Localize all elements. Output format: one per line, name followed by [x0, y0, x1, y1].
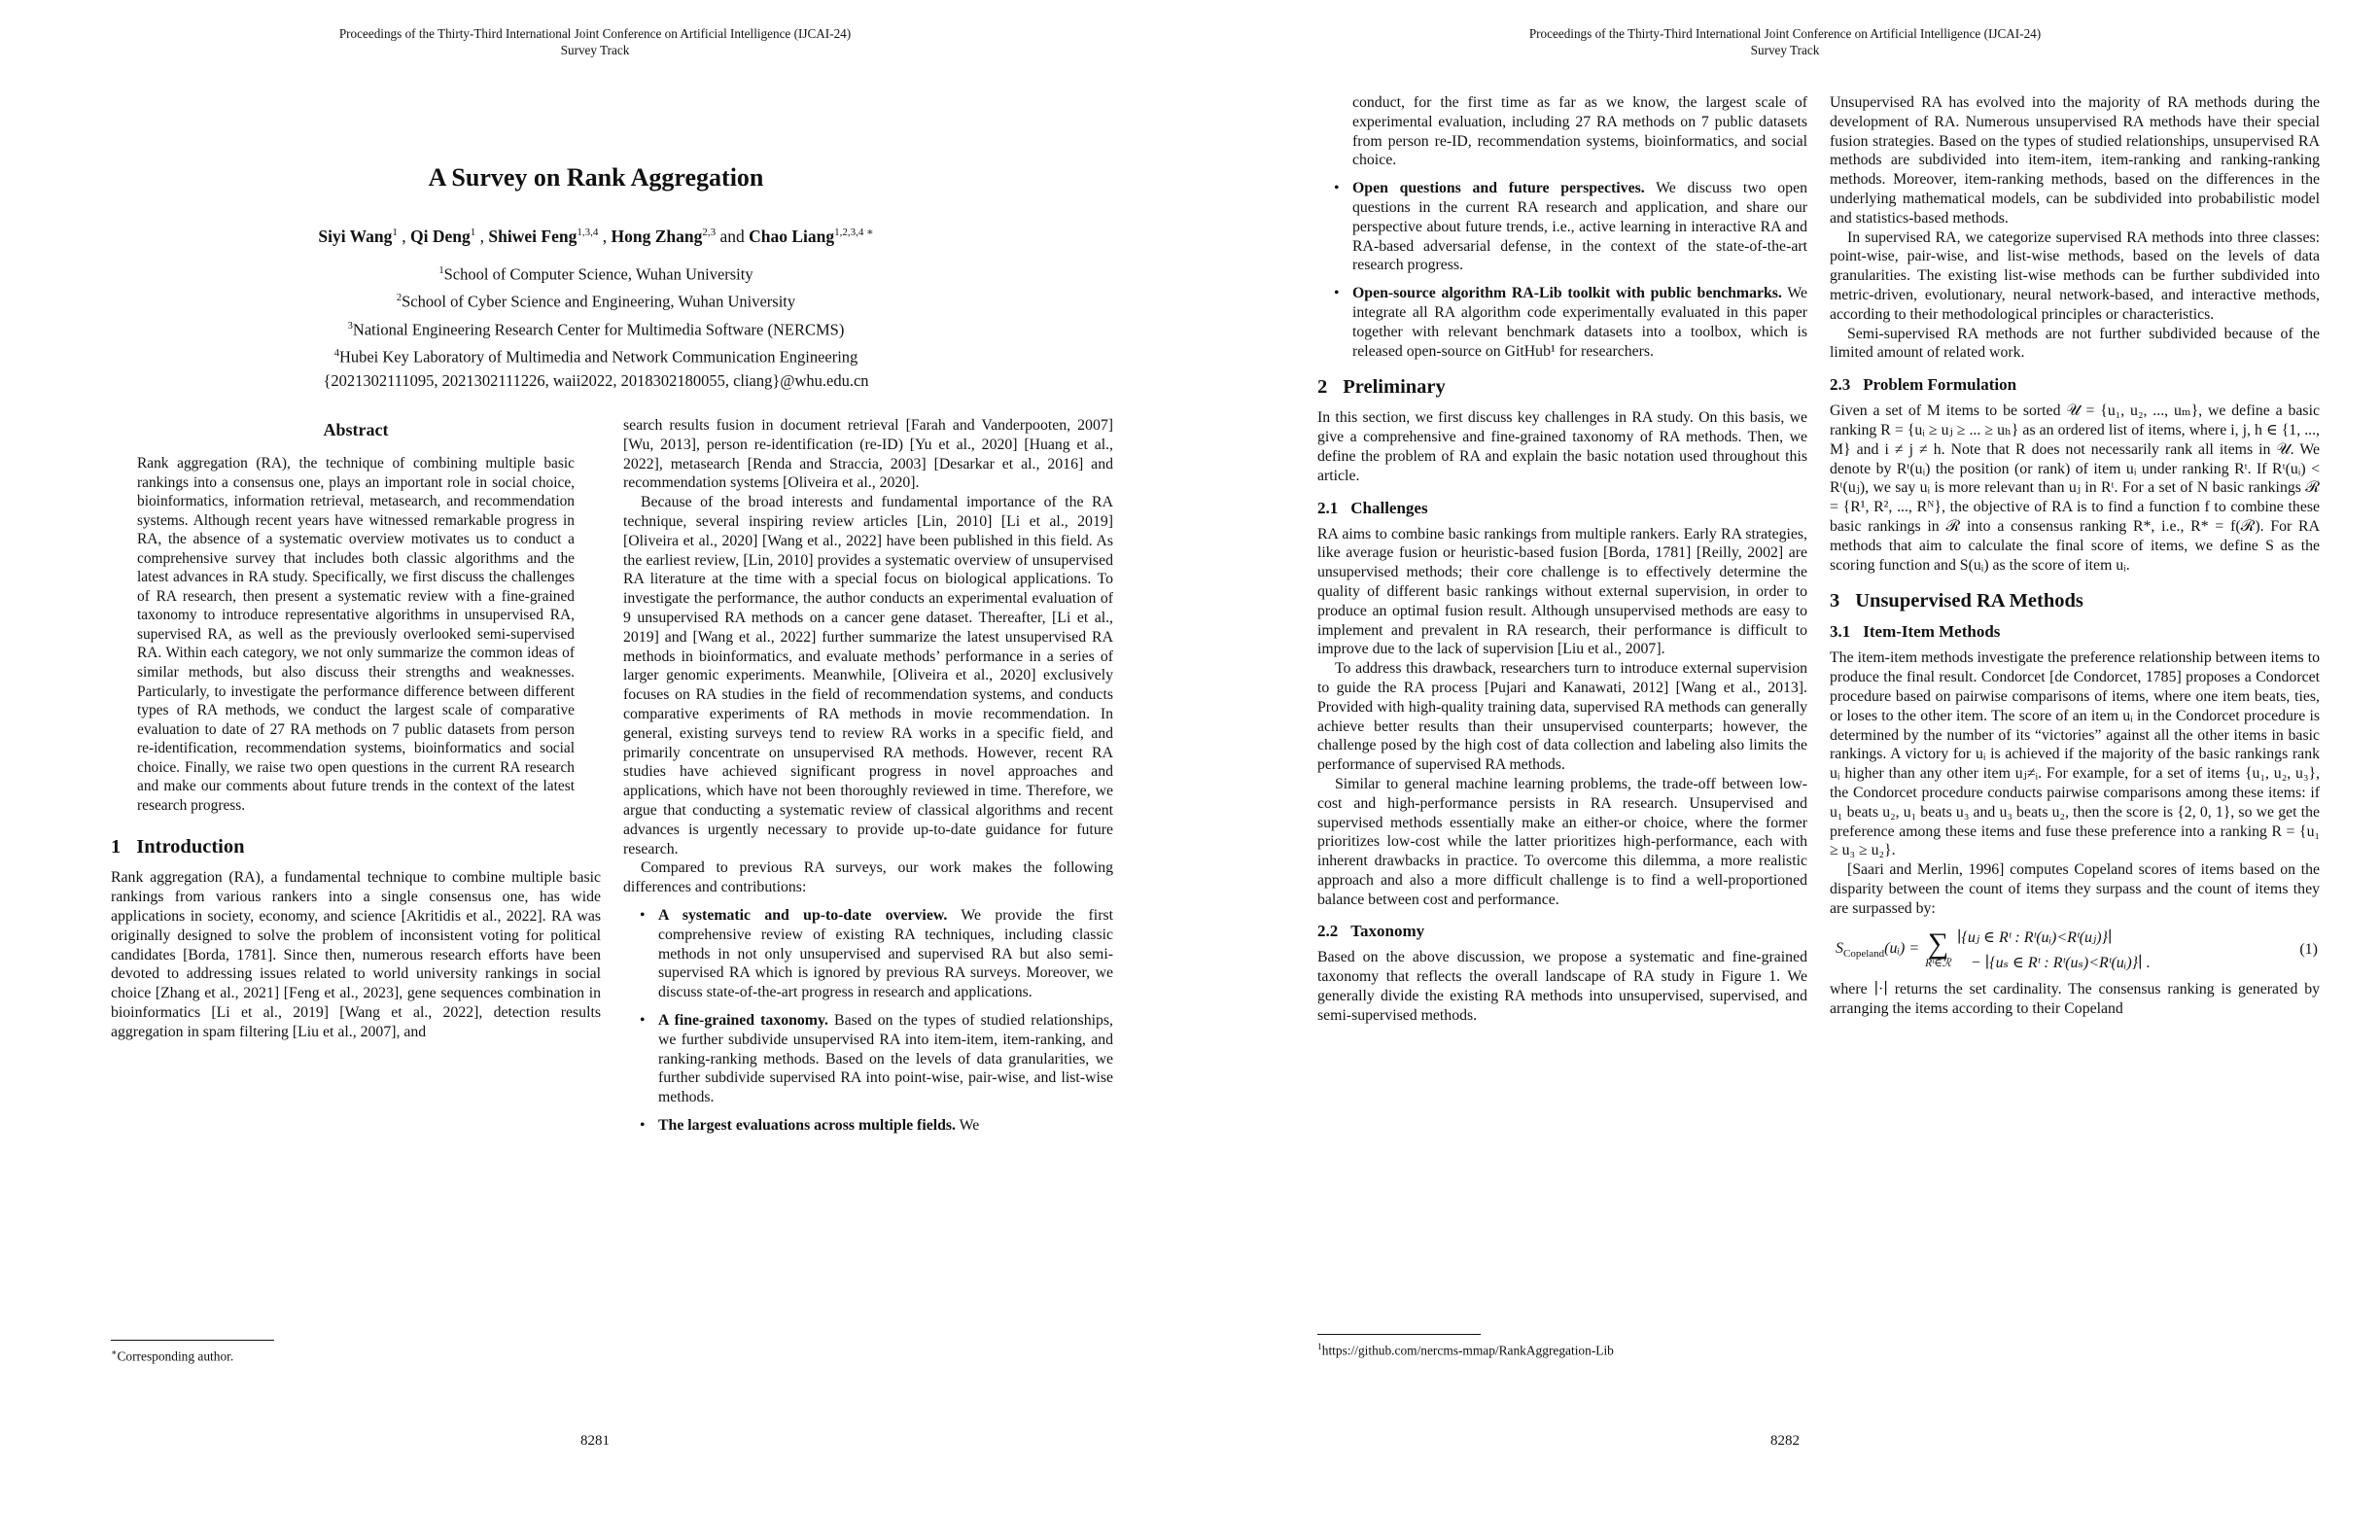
author-4: Hong Zhang$^{2,3}$ and	[611, 226, 750, 246]
paragraph: In supervised RA, we categorize supervised RA methods into three classes: point-wise, pair-wise, and list-wise methods, based on the levels of data granularities. The existing list-wise methods can be further subdivided into metric-driven, evolutionary, neural network-based, and interactive methods, according to their methodological principles or characteristics.	[1830, 228, 2320, 323]
abstract-text: Rank aggregation (RA), the technique of combining multiple basic rankings into a consensus one, plays an important role in social choice, bioinformatics, information retrieval, metasearch, and recommendation systems. Although recent years have witnessed remarkable progress in RA, the absence of a systematic overview motivates us to conduct a comprehensive survey that includes both classic algorithms and the latest advances in RA study. Specifically, we first discuss the challenges of RA research, then present a systematic review with a fine-grained taxonomy to introduce representative algorithms in unsupervised RA, supervised RA, as well as the previously overlooked semi-supervised RA. Within each category, we not only summarize the common ideas of similar methods, but also discuss their strengths and weaknesses. Particularly, to investigate the performance difference between different types of RA methods, we conduct the largest scale of comparative evaluation to date of 27 RA methods on 7 public datasets from person re-identification, recommendation systems, bioinformatics and social choice. Finally, we raise two open questions in the current RA research and make our comments about future trends in the context of the latest research progress.	[137, 455, 575, 814]
paragraph: where ∣·∣ returns the set cardinality. The consensus ranking is generated by arranging the items according to their Copeland	[1830, 981, 2320, 1018]
paper-title: A Survey on Rank Aggregation	[428, 163, 764, 192]
affiliation-3: $^3$National Engineering Research Center for Multimedia Software (NERCMS)	[347, 320, 845, 339]
page1-column2	[623, 416, 1113, 1136]
affiliation-1: $^1$School of Computer Science, Wuhan University	[438, 264, 753, 284]
footnote-rule	[111, 1340, 274, 1341]
author-line	[88, 226, 1104, 247]
running-header	[0, 25, 1190, 58]
contribution-item-overview: • A systematic and up-to-date overview. We provide the first comprehensive review of existing RA techniques, including classic methods in not only unsupervised and supervised RA but also semi-supervised RA which is ignored by previous RA surveys. Moreover, we discuss state-of-the-art progress in research and applications.	[636, 906, 1113, 1002]
paragraph: Similar to general machine learning problems, the trade-off between low-cost and high-performance persists in RA research. Unsupervised and supervised methods essentially make an either-or choice, where the former prioritizes low-cost while the latter prioritizes high-performance, each with inherent drawbacks in practice. To overcome this dilemma, a more realistic approach and also a more difficult challenge is to find a well-proportioned balance between cost and performance.	[1317, 775, 1807, 908]
running-header-line2: Survey Track	[560, 43, 630, 57]
running-header-line1: Proceedings of the Thirty-Third International Joint Conference on Artificial Intelligence (IJCAI-24)	[338, 26, 852, 41]
contribution-list-continued	[1317, 179, 1807, 361]
page2-column2	[1830, 93, 2320, 1019]
abstract-heading: Abstract	[323, 420, 389, 439]
title-block	[88, 163, 1104, 391]
author-2: Qi Deng$^1$ ,	[410, 226, 489, 246]
page1-column1	[111, 420, 601, 1042]
author-3: Shiwei Feng$^{1,3,4}$ ,	[488, 226, 612, 246]
paragraph: Because of the broad interests and fundamental importance of the RA technique, several inspiring review articles [Lin, 2010] [Li et al., 2019] [Oliveira et al., 2020] [Wang et al., 2022] have been published in this field. As the earliest review, [Lin, 2010] provides a systematic overview of unsupervised RA literature at the time with a special focus on biological applications. To investigate the performance, the author conducts an experimental evaluation of 9 unsupervised RA methods on a cancer gene dataset. Thereafter, [Li et al., 2019] and [Wang et al., 2022] further summarize the latest unsupervised RA methods in bioinformatics, and evaluate methods’ performance in a series of larger genomic experiments. Meanwhile, [Oliveira et al., 2020] exclusively focuses on RA studies in the field of recommendation systems, and conducts comparative experiments of RA methods in movie recommendation. In general, existing surveys tend to review RA works in a specific field, and primarily concentrate on unsupervised RA methods. However, recent RA studies have achieved significant progress in novel approaches and applications, which have not been thoroughly reviewed in time. Therefore, we argue that conducting a systematic review of classical algorithms and recent advances is urgently necessary to provide up-to-date guidance for future research.	[623, 494, 1113, 858]
section-2-intro: In this section, we first discuss key challenges in RA study. On this basis, we give a comprehensive and fine-grained taxonomy of RA methods. Then, we define the problem of RA and explain the basic notation used throughout this article.	[1317, 409, 1807, 484]
running-header-line2: Survey Track	[1750, 43, 1820, 57]
paragraph: [Saari and Merlin, 1996] computes Copeland scores of items based on the disparity between the count of items they surpass and the count of items they are surpassed by:	[1830, 861, 2320, 917]
equation-1	[1830, 928, 2320, 972]
paragraph: Based on the above discussion, we propose a systematic and fine-grained taxonomy that reflects the overall landscape of RA study in Figure 1. We generally divide the existing RA methods into unsupervised, supervised, and semi-supervised methods.	[1317, 949, 1807, 1024]
paragraph: Unsupervised RA has evolved into the majority of RA methods during the development of RA. Numerous unsupervised RA methods have their special fusion strategies. Based on the types of studied relationships, unsupervised RA methods are subdivided into item-item, item-ranking and ranking-ranking methods. Moreover, item-ranking methods, based on the differences in the underlying mathematical models, can be subdivided into probabilistic model and statistics-based methods.	[1830, 94, 2320, 227]
equation-number: (1)	[2299, 941, 2318, 959]
paragraph: Compared to previous RA surveys, our work makes the following differences and contributions:	[623, 859, 1113, 896]
section-2-1-heading: 2.1 Challenges	[1317, 498, 1428, 517]
contribution-item-taxonomy: • A fine-grained taxonomy. Based on the types of studied relationships, we further subdivide unsupervised RA into item-item, item-ranking, and ranking-ranking methods. Based on the levels of data granularities, we further subdivide supervised RA into point-wise, pair-wise, and list-wise methods.	[636, 1011, 1113, 1107]
affiliation-4: $^4$Hubei Key Laboratory of Multimedia and Network Communication Engineering	[333, 347, 858, 367]
bullet-continuation: conduct, for the first time as far as we know, the largest scale of experimental evaluation, including 27 RA methods on 7 public datasets from person re-ID, recommendation systems, bioinformatics, and social choice.	[1352, 94, 1807, 169]
footnote-rule	[1317, 1334, 1481, 1335]
paragraph: Semi-supervised RA methods are not further subdivided because of the limited amount of related work.	[1830, 325, 2320, 362]
section-2-2-heading: 2.2 Taxonomy	[1317, 922, 1425, 941]
paragraph: To address this drawback, researchers turn to introduce external supervision to guide the RA process [Pujari and Kanawati, 2012] [Wang et al., 2013]. Provided with high-quality training data, supervised RA methods can generally achieve better results than their unsupervised counterparts; however, the challenge posed by the high cost of data collection and labeling also limits the performance of supervised RA methods.	[1317, 660, 1807, 774]
intro-paragraph-1: Rank aggregation (RA), a fundamental technique to combine multiple basic rankings from various rankers into a single consensus one, has wide applications in society, economy, and science [Akritidis et al., 2022]. RA was originally designed to solve the problem of inconsistent voting for political candidates [Borda, 1781]. Since then, numerous research efforts have been devoted to addressing issues related to world university rankings in social choice [Zhang et al., 2021] [Feng et al., 2023], gene sequences combination in bioinformatics [Li et al., 2019] [Wang et al., 2022], detection results aggregation in spam filtering [Liu et al., 2007], and	[111, 869, 601, 1040]
paragraph: search results fusion in document retrieval [Farah and Vanderpooten, 2007] [Wu, 2013], person re-identification (re-ID) [Yu et al., 2020] [Huang et al., 2022], metasearch [Renda and Straccia, 2003] [Desarkar et al., 2016] and recommendation systems [Oliveira et al., 2020].	[623, 417, 1113, 492]
contribution-item-evaluations: • The largest evaluations across multiple fields. We	[636, 1116, 1113, 1136]
section-2-heading: 2 Preliminary	[1317, 376, 1446, 399]
summation-symbol: ∑ Rᵗ∈ℛ	[1925, 928, 1951, 970]
running-header-line1: Proceedings of the Thirty-Third International Joint Conference on Artificial Intelligence (IJCAI-24)	[1528, 26, 2042, 41]
author-emails: {2021302111095, 2021302111226, waii2022, 2018302180055, cliang}@whu.edu.cn	[323, 370, 869, 390]
contribution-item-ra-lib: • Open-source algorithm RA-Lib toolkit with public benchmarks. We integrate all RA algorithm code experimentally evaluated in this paper together with relevant benchmark datasets into a toolbox, which is released open-source on GitHub¹ for researchers.	[1330, 284, 1807, 361]
author-5: Chao Liang$^{1,2,3,4 ∗}$	[749, 226, 874, 246]
page-2	[1190, 0, 2380, 1540]
running-header	[1190, 25, 2380, 58]
contribution-list	[623, 906, 1113, 1136]
equation-lhs: $S_{Copeland}(uᵢ)$ =	[1836, 940, 1920, 961]
page-number: 8281	[580, 1433, 610, 1449]
page2-column1	[1317, 93, 1807, 1026]
paragraph: RA aims to combine basic rankings from multiple rankers. Early RA strategies, like average fusion or heuristic-based fusion [Borda, 1781] [Reilly, 2002] are unsupervised methods; their core challenge is to effectively determine the quality of different basic rankings without external supervision, in order to produce an optimal fusion result. Although unsupervised methods are easy to implement and prevalent in RA research, their performance is difficult to improve due to the lack of supervision [Liu et al., 2007].	[1317, 525, 1807, 658]
section-3-1-heading: 3.1 Item-Item Methods	[1830, 622, 2001, 642]
page-number: 8282	[1770, 1433, 1800, 1449]
github-footnote: $^1$https://github.com/nercms-mmap/RankAggregation-Lib	[1317, 1334, 1807, 1358]
equation-terms: ∣{uⱼ ∈ Rᵗ : Rᵗ(uᵢ)<Rᵗ(uⱼ)}∣ − ∣{uₛ ∈ Rᵗ : Rᵗ(uₛ)<Rᵗ(uᵢ)}∣ .	[1956, 929, 2151, 972]
github-url: https://github.com/nercms-mmap/RankAggregation-Lib	[1321, 1343, 1614, 1358]
corresponding-author-footnote: ∗Corresponding author.	[111, 1340, 601, 1364]
contribution-item-open-questions: • Open questions and future perspectives. We discuss two open questions in the current RA research and application, and share our perspective about future trends, i.e., active learning in interactive RA and RA-based adversarial defense, in the context of the state-of-the-art research progress.	[1330, 179, 1807, 275]
section-1-heading: 1 Introduction	[111, 836, 245, 858]
affiliation-2: $^2$School of Cyber Science and Engineering, Wuhan University	[396, 292, 796, 311]
section-2-3-heading: 2.3 Problem Formulation	[1830, 375, 2017, 395]
problem-formulation-paragraph: Given a set of M items to be sorted 𝒰 = {u₁, u₂, ..., uₘ}, we define a basic ranking R = {uᵢ ≥ uⱼ ≥ ... ≥ uₕ} as an ordered list of items, where i, j, h ∈ {1, ..., M} and i ≠ j ≠ h. Note that R does not necessarily rank all items in 𝒰. We denote by Rᵗ(uᵢ) the position (or rank) of item uᵢ under ranking Rᵗ. If Rᵗ(uᵢ) < Rᵗ(uⱼ), we say uᵢ is more relevant than uⱼ in Rᵗ. For a set of N basic rankings ℛ = {R¹, R², ..., Rᴺ}, the objective of RA is to find a function f to combine these basic rankings in ℛ into a consensus ranking R*, i.e., R* = f(ℛ). For RA methods that aim to calculate the final score of items, we define S as the scoring function and S(uᵢ) as the score of item uᵢ.	[1830, 402, 2320, 574]
section-3-heading: 3 Unsupervised RA Methods	[1830, 590, 2083, 612]
paragraph: The item-item methods investigate the preference relationship between items to produce the final result. Condorcet [de Condorcet, 1785] proposes a Condorcet procedure based on pairwise comparisons of items, where one item beats, ties, or loses to the other item. The score of an item uᵢ in the Condorcet procedure is determined by the number of its “victories” against all the other items in basic rankings. A victory for uᵢ is achieved if the majority of the basic rankings rank uᵢ higher than any other item uⱼ≠ᵢ. For example, for a set of items {u₁, u₂, u₃}, the Condorcet procedure conducts pairwise comparisons among these items: if u₁ beats u₂, u₁ beats u₃ and u₃ beats u₂, then the score is {2, 0, 1}, so we get the preference among these items and fuse these preference into a ranking R = {u₁ ≥ u₃ ≥ u₂}.	[1830, 649, 2320, 859]
author-1: Siyi Wang$^1$ ,	[318, 226, 411, 246]
